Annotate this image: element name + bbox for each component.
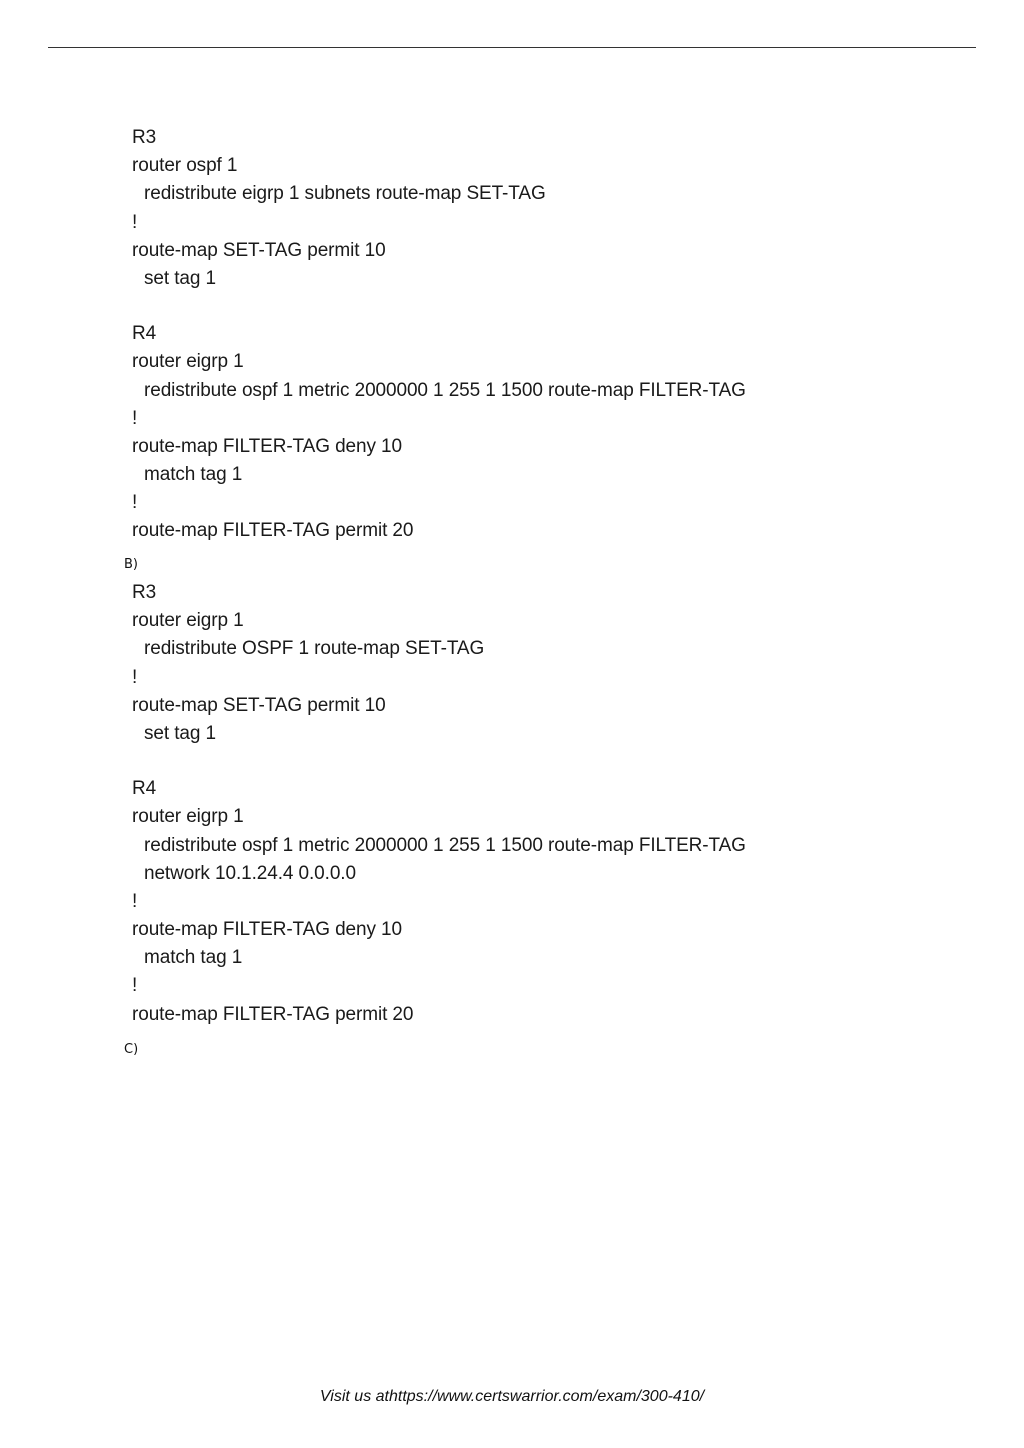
config-line: R3 bbox=[132, 127, 157, 148]
config-line: router eigrp 1 bbox=[132, 610, 244, 632]
config-line: route-map FILTER-TAG permit 20 bbox=[132, 520, 414, 542]
config-line: ! bbox=[132, 666, 138, 688]
config-line: R3 bbox=[132, 582, 157, 603]
config-line: route-map SET-TAG permit 10 bbox=[132, 694, 386, 716]
config-line bbox=[132, 748, 746, 775]
config-line: router eigrp 1 bbox=[132, 806, 244, 828]
config-line: ! bbox=[132, 975, 138, 997]
option-label-c: C) bbox=[124, 1042, 139, 1057]
config-line: route-map FILTER-TAG deny 10 bbox=[132, 435, 402, 457]
config-line: redistribute ospf 1 metric 2000000 1 255 1 1500 route-map FILTER-TAG bbox=[144, 379, 746, 401]
config-line: route-map SET-TAG permit 10 bbox=[132, 239, 386, 261]
config-line: R4 bbox=[132, 323, 157, 345]
config-line: redistribute eigrp 1 subnets route-map SET-TAG bbox=[144, 183, 546, 205]
footer-link-text: Visit us athttps://www.certswarrior.com/exam/300-410/ bbox=[319, 1388, 705, 1405]
config-line: match tag 1 bbox=[144, 464, 243, 486]
config-line: ! bbox=[132, 211, 138, 233]
config-line: set tag 1 bbox=[144, 722, 216, 744]
config-block-b bbox=[132, 579, 746, 1029]
config-line: router ospf 1 bbox=[132, 155, 238, 177]
config-line: router eigrp 1 bbox=[132, 351, 244, 373]
config-line: ! bbox=[132, 407, 138, 429]
config-line: redistribute OSPF 1 route-map SET-TAG bbox=[144, 638, 485, 660]
config-line: ! bbox=[132, 890, 138, 912]
config-line: route-map FILTER-TAG deny 10 bbox=[132, 919, 402, 941]
config-line: network 10.1.24.4 0.0.0.0 bbox=[144, 862, 356, 884]
config-line: ! bbox=[132, 492, 138, 514]
config-line: R4 bbox=[132, 778, 157, 800]
config-line: redistribute ospf 1 metric 2000000 1 255 1 1500 route-map FILTER-TAG bbox=[144, 834, 746, 856]
config-line: route-map FILTER-TAG permit 20 bbox=[132, 1003, 414, 1025]
option-label-b: B) bbox=[124, 557, 138, 572]
config-line: set tag 1 bbox=[144, 267, 216, 289]
header-divider bbox=[48, 47, 976, 48]
config-block-a bbox=[132, 124, 746, 546]
config-line: match tag 1 bbox=[144, 947, 243, 969]
config-line bbox=[132, 293, 746, 320]
